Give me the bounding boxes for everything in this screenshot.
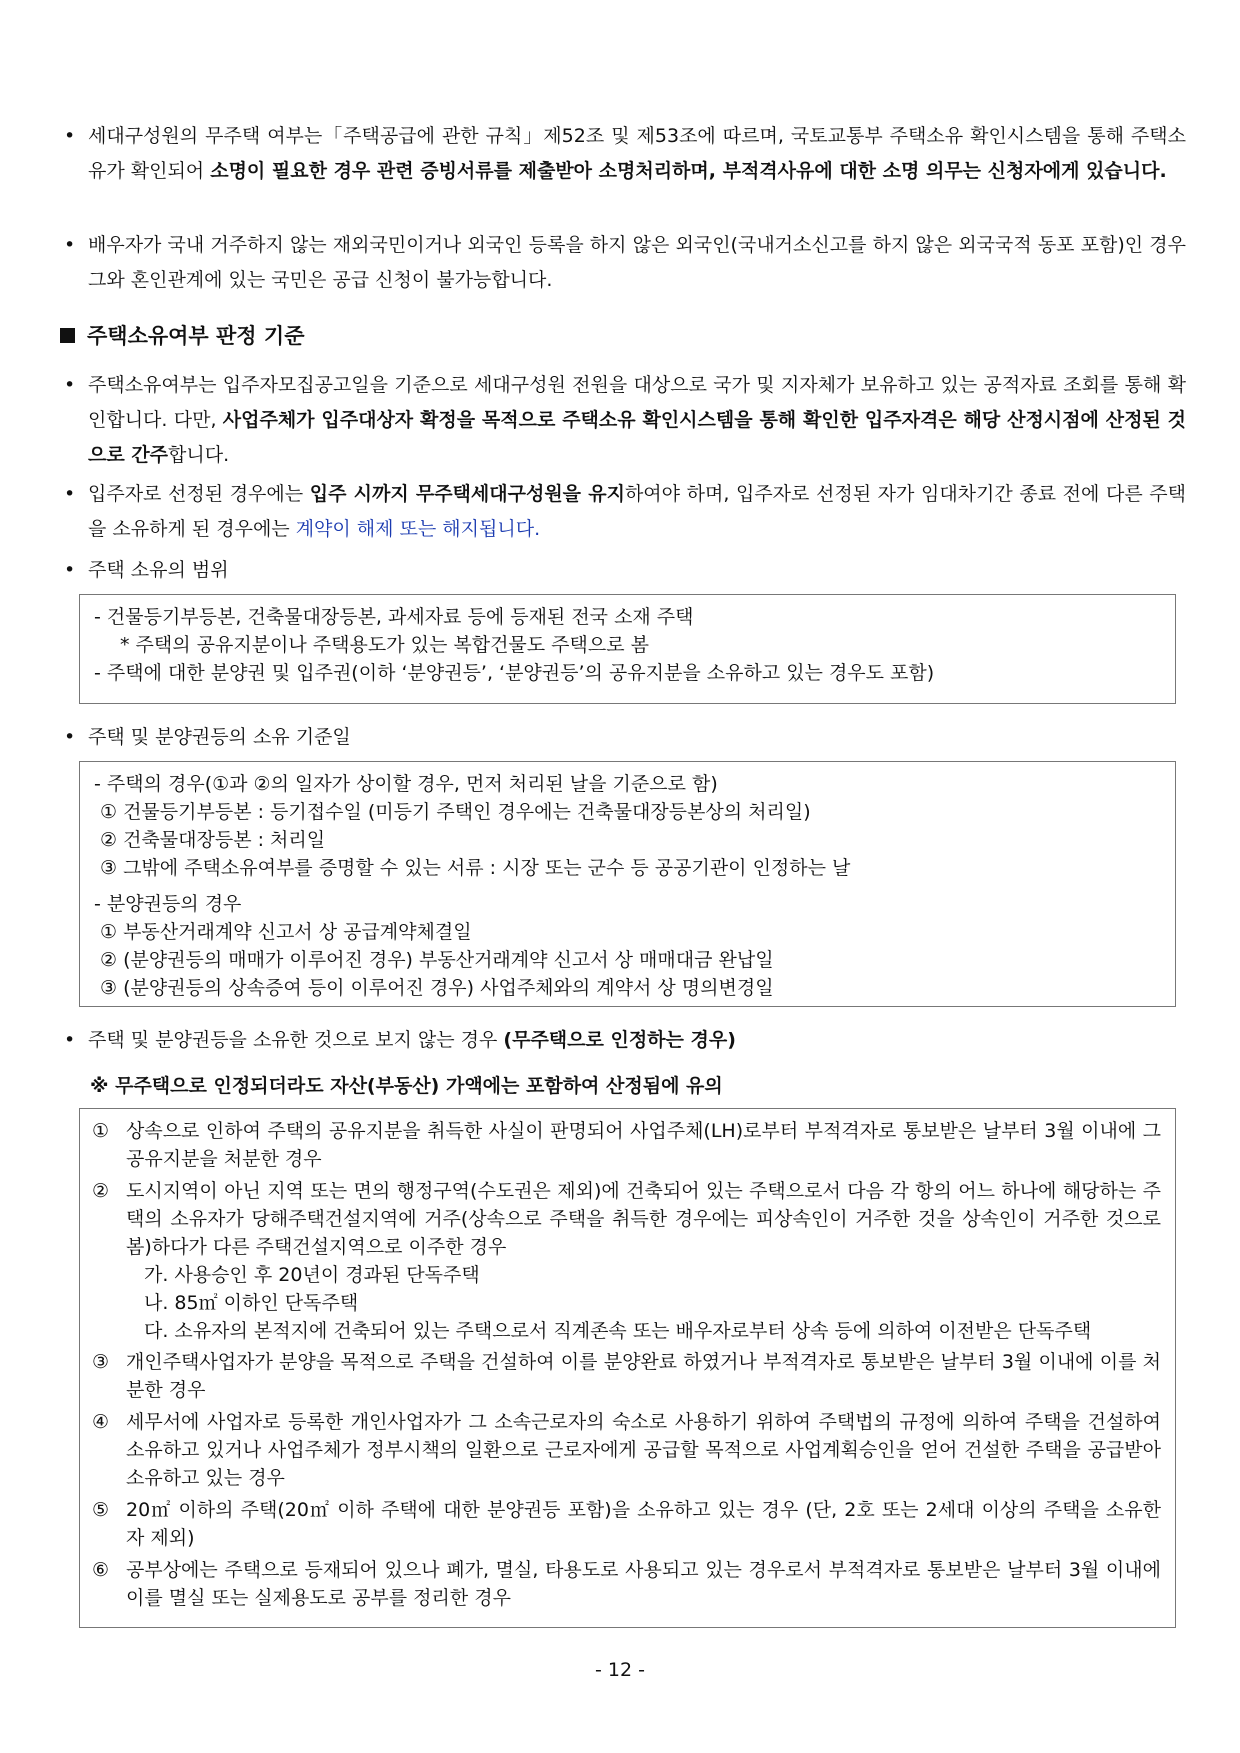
bullet-text: 주택 및 분양권등의 소유 기준일: [88, 726, 351, 748]
scope-line: - 건물등기부등본, 건축물대장등본, 과세자료 등에 등재된 전국 소재 주택: [94, 606, 694, 628]
exempt-item-number: ②: [92, 1180, 110, 1202]
bullet-text: 주택 소유의 범위: [88, 559, 229, 581]
bullet-text: 입주자로 선정된 경우에는: [88, 483, 310, 505]
basedate-box: [79, 761, 1176, 1007]
bullet-text: 배우자가 국내 거주하지 않는 재외국민이거나 외국인 등록을 하지 않은 외국인(국내거소신고를 하지 않은 외국국적 동포 포함)인 경우 그와 혼인관계에 있는 국민은 공급 신청이 불가능합니다.: [88, 234, 1186, 291]
bullet-scope: [64, 553, 1186, 588]
exempt-item-text: 도시지역이 아닌 지역 또는 면의 행정구역(수도권은 제외)에 건축되어 있는 주택으로서 다음 각 항의 어느 하나에 해당하는 주택의 소유자가 당해주택건설지역에 거주(상속으로 주택을 취득한 경우에는 피상속인이 거주한 것을 상속인이 거주한 것으로 봄)하다가 다른 주택건설지역으로 이주한 경우: [126, 1180, 1161, 1258]
basedate-presale-item: ② (분양권등의 매매가 이루어진 경우) 부동산거래계약 신고서 상 매매대금 완납일: [100, 949, 774, 971]
bullet-text-bold: (무주택으로 인정하는 경우): [503, 1029, 736, 1051]
bullet-text: 주택소유여부는 입주자모집공고일을 기준으로 세대구성원 전원을 대상으로 국가 및 지자체가 보유하고 있는 공적자료 조회를 통해 확인합니다. 다만,: [88, 374, 1186, 431]
exempt-item: [92, 1408, 1161, 1492]
section-heading-text: 주택소유여부 판정 기준: [87, 324, 305, 348]
bullet-exempt: [64, 1023, 1186, 1058]
square-bullet-icon: [60, 328, 75, 343]
basedate-presale-item: ③ (분양권등의 상속증여 등이 이루어진 경우) 사업주체와의 계약서 상 명의변경일: [100, 977, 774, 999]
bullet-criteria: [64, 368, 1186, 473]
exempt-sub-item: 가. 사용승인 후 20년이 경과된 단독주택: [144, 1264, 480, 1286]
exempt-item-text: 세무서에 사업자로 등록한 개인사업자가 그 소속근로자의 숙소로 사용하기 위하여 주택법의 규정에 의하여 주택을 건설하여 소유하고 있거나 사업주체가 정부시책의 일환으로 근로자에게 공급할 목적으로 사업계획승인을 얻어 건설한 주택을 공급받아 소유하고 있는 경우: [126, 1411, 1161, 1489]
asset-note: ※ 무주택으로 인정되더라도 자산(부동산) 가액에는 포함하여 산정됨에 유의: [90, 1075, 723, 1097]
exempt-sub-item: 다. 소유자의 본적지에 건축되어 있는 주택으로서 직계존속 또는 배우자로부터 상속 등에 의하여 이전받은 단독주택: [144, 1320, 1092, 1342]
bullet-text-end: 합니다.: [168, 444, 230, 466]
bullet-text-blue: 계약이 해제 또는 해지됩니다.: [295, 518, 541, 540]
scope-line: - 주택에 대한 분양권 및 입주권(이하 ‘분양권등’, ‘분양권등’의 공유지분을 소유하고 있는 경우도 포함): [94, 662, 935, 684]
exempt-sub-item: 나. 85㎡ 이하인 단독주택: [144, 1292, 359, 1314]
exempt-item-text: 공부상에는 주택으로 등재되어 있으나 폐가, 멸실, 타용도로 사용되고 있는 경우로서 부적격자로 통보받은 날부터 3월 이내에 이를 멸실 또는 실제용도로 공부를 정리한 경우: [126, 1559, 1161, 1609]
basedate-housing-item: ① 건물등기부등본 : 등기접수일 (미등기 주택인 경우에는 건축물대장등본상의 처리일): [100, 801, 811, 823]
exempt-item: [92, 1117, 1161, 1173]
bullet-spouse-foreign: [64, 228, 1186, 298]
exempt-item-text: 개인주택사업자가 분양을 목적으로 주택을 건설하여 이를 분양완료 하였거나 부적격자로 통보받은 날부터 3월 이내에 이를 처분한 경우: [126, 1351, 1161, 1401]
basedate-housing-item: ② 건축물대장등본 : 처리일: [100, 829, 326, 851]
page-number: - 12 -: [595, 1659, 645, 1681]
bullet-dot: •: [64, 234, 76, 256]
bullet-text: 주택 및 분양권등을 소유한 것으로 보지 않는 경우: [88, 1029, 504, 1051]
exempt-item-text: 20㎡ 이하의 주택(20㎡ 이하 주택에 대한 분양권등 포함)을 소유하고 있는 경우 (단, 2호 또는 2세대 이상의 주택을 소유한 자 제외): [126, 1499, 1161, 1549]
exempt-box: [79, 1108, 1176, 1628]
bullet-maintain: [64, 477, 1186, 547]
section-heading: [60, 318, 304, 354]
basedate-housing-item: ③ 그밖에 주택소유여부를 증명할 수 있는 서류 : 시장 또는 군수 등 공공기관이 인정하는 날: [100, 857, 851, 879]
scope-box: [79, 594, 1176, 704]
exempt-item-number: ③: [92, 1351, 110, 1373]
exempt-item: [92, 1556, 1161, 1612]
exempt-item-number: ⑥: [92, 1559, 110, 1581]
basedate-housing-title: - 주택의 경우(①과 ②의 일자가 상이할 경우, 먼저 처리된 날을 기준으로 함): [94, 773, 718, 795]
scope-note: * 주택의 공유지분이나 주택용도가 있는 복합건물도 주택으로 봄: [120, 634, 649, 656]
bullet-text: 세대구성원의 무주택 여부는「주택공급에 관한 규칙」제52조 및 제53조에 따르며, 국토교통부 주택소유 확인시스템을 통해 주택소유가 확인되어: [88, 125, 1186, 182]
exempt-item: [92, 1496, 1161, 1552]
bullet-dot: •: [64, 483, 76, 505]
bullet-dot: •: [64, 559, 76, 581]
bullet-text-bold: 소명이 필요한 경우 관련 증빙서류를 제출받아 소명처리하며, 부적격사유에 대한 소명 의무는 신청자에게 있습니다.: [210, 160, 1167, 182]
exempt-item-number: ①: [92, 1120, 110, 1142]
bullet-text-bold: 입주 시까지 무주택세대구성원을 유지: [309, 483, 625, 505]
bullet-dot: •: [64, 726, 76, 748]
bullet-text-bold: 사업주체가 입주대상자 확정을 목적으로 주택소유 확인시스템을 통해 확인한 입주자격은 해당 산정시점에 산정된 것으로 간주: [88, 409, 1186, 466]
bullet-homeless-check: [64, 119, 1186, 189]
exempt-item: [92, 1177, 1161, 1261]
bullet-dot: •: [64, 374, 76, 396]
basedate-presale-title: - 분양권등의 경우: [94, 893, 242, 915]
bullet-basedate: [64, 720, 1186, 755]
exempt-item-number: ⑤: [92, 1499, 110, 1521]
bullet-dot: •: [64, 1029, 76, 1051]
exempt-item: [92, 1348, 1161, 1404]
exempt-item-number: ④: [92, 1411, 110, 1433]
bullet-dot: •: [64, 125, 76, 147]
bullet-text-mid: 하여야 하며, 입주자로 선정된 자가 임대차기간 종료 전에 다른 주택을 소유하게 된 경우에는: [88, 483, 1186, 540]
exempt-item-text: 상속으로 인하여 주택의 공유지분을 취득한 사실이 판명되어 사업주체(LH)로부터 부적격자로 통보받은 날부터 3월 이내에 그 공유지분을 처분한 경우: [126, 1120, 1161, 1170]
basedate-presale-item: ① 부동산거래계약 신고서 상 공급계약체결일: [100, 921, 472, 943]
